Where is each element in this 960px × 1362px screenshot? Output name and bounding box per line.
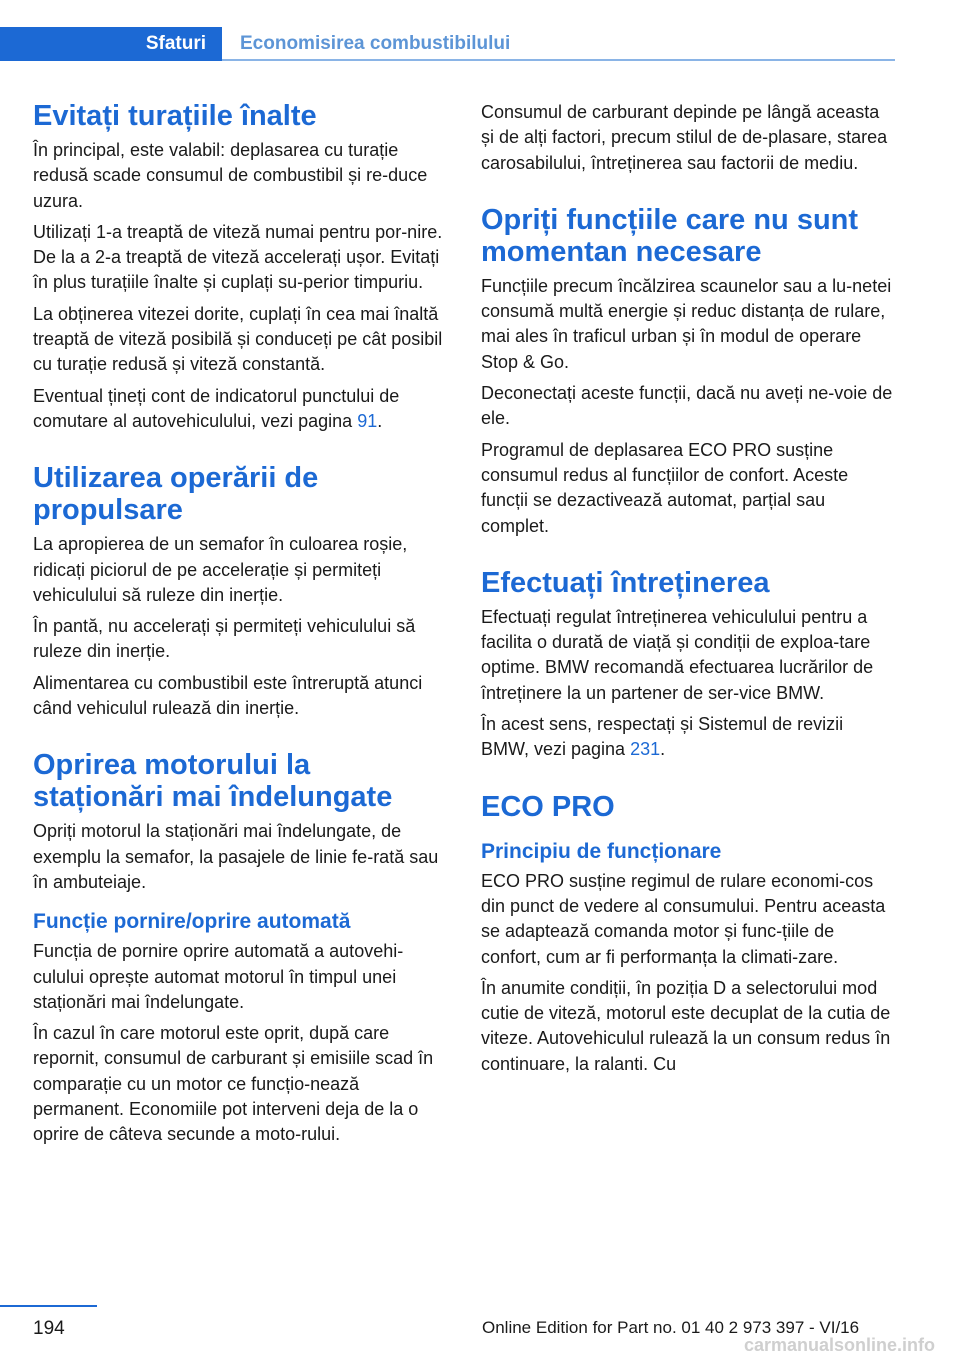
heading-engine-off: Oprirea motorului la staționări mai îndelungate	[33, 749, 393, 814]
heading-principle: Principiu de funcționare	[481, 839, 722, 863]
paragraph: Deconectați aceste funcții, dacă nu aveți ne‐voie de ele.	[481, 383, 893, 429]
paragraph: În anumite condiții, în poziția D a selectorului mod cutie de viteză, motorul este decuplat de la cutia de viteze. Autovehiculul rulează la un consum redus în continuare, la ralanti. Cu	[481, 977, 891, 1074]
paragraph-with-link	[481, 712, 896, 763]
paragraph: Programul de deplasarea ECO PRO susține consumul redus al funcțiilor de confort. Aceste funcții se dezactivează automat, parțial sau complet.	[481, 439, 849, 536]
paragraph: În pantă, nu accelerați și permiteți vehiculului să ruleze din inerție.	[33, 616, 416, 662]
heading-maintenance: Efectuați întreținerea	[481, 566, 770, 599]
paragraph: La apropierea de un semafor în culoarea roșie, ridicați piciorul de pe accelerație și permiteți vehiculului să ruleze din inerție.	[33, 534, 408, 605]
page-link-91[interactable]: 91	[357, 410, 378, 431]
heading-coasting: Utilizarea operării de propulsare	[33, 462, 319, 527]
page-link-231[interactable]: 231	[630, 739, 661, 760]
paragraph-text: Eventual țineți cont de indicatorul punctului de comutare al autovehiculului, vezi pagina	[33, 385, 400, 431]
paragraph: Utilizați 1-a treaptă de viteză numai pentru por‐nire. De la a 2-a treaptă de viteză accelerați ușor. Evitați în plus turațiile înalte și cuplați su‐perior timpuriu.	[33, 221, 443, 293]
header-rule	[222, 59, 895, 61]
page-header	[0, 27, 895, 61]
heading-eco-pro: ECO PRO	[481, 790, 615, 823]
paragraph: Alimentarea cu combustibil este întreruptă atunci când vehiculul rulează din inerție.	[33, 672, 423, 719]
right-column	[481, 100, 896, 1083]
heading-avoid-high-rpm: Evitați turațiile înalte	[33, 100, 317, 132]
left-column	[33, 100, 448, 1154]
paragraph: În principal, este valabil: deplasarea cu turație redusă scade consumul de combustibil și re‐duce uzura.	[33, 140, 428, 211]
paragraph: ECO PRO susține regimul de rulare economi‐cos din punct de vedere al consumului. Pentru aceasta se adaptează comanda motor și func‐țiile de confort, cum ar fi performanța la climati‐zare.	[481, 870, 886, 967]
paragraph: Efectuați regulat întreținerea vehiculului pentru a facilita o durată de viață și condiții de exploa‐tare optime. BMW recomandă efectuarea lucrărilor de întreținere la un partener de ser‐vice BMW.	[481, 606, 874, 703]
paragraph: Opriți motorul la staționări mai îndelungate, de exemplu la semafor, la pasajele de linie fe‐rată sau în ambuteiaje.	[33, 821, 439, 892]
paragraph: Funcția de pornire oprire automată a autovehi‐culului oprește automat motorul în timpul unei staționări mai îndelungate.	[33, 941, 404, 1012]
paragraph: În cazul în care motorul este oprit, după care repornit, consumul de carburant și emisiile scad în comparație cu un motor ce funcțio‐nează permanent. Economiile pot interveni deja de la o oprire de câteva secunde a moto‐rului.	[33, 1023, 434, 1145]
paragraph-with-link	[33, 384, 448, 435]
paragraph: Consumul de carburant depinde pe lângă aceasta și de alți factori, precum stilul de de‐plasare, starea carosabilului, întreținerea sau factorii de mediu.	[481, 102, 888, 173]
paragraph: La obținerea vitezei dorite, cuplați în cea mai înaltă treaptă de viteză posibilă și conduceți pe cât posibil cu turație redusă și viteză constantă.	[33, 303, 443, 375]
heading-auto-start-stop: Funcție pornire/oprire automată	[33, 910, 351, 934]
paragraph-text: În acest sens, respectați și Sistemul de revizii BMW, vezi pagina	[481, 714, 844, 760]
edition-note: Online Edition for Part no. 01 40 2 973 397 - VI/16	[482, 1318, 860, 1337]
paragraph: Funcțiile precum încălzirea scaunelor sau a lu‐netei consumă multă energie și reduc distanța de rulare, mai ales în traficul urban și în modul de operare Stop & Go.	[481, 275, 892, 372]
chapter-title: Economisirea combustibilului	[240, 33, 511, 54]
footer-rule	[0, 1305, 97, 1307]
section-tab: Sfaturi	[0, 27, 222, 61]
paragraph-end: .	[377, 410, 383, 431]
page-number: 194	[33, 1318, 65, 1339]
watermark: carmanualsonline.info	[744, 1335, 936, 1355]
heading-switch-off-functions: Opriți funcțiile care nu sunt momentan necesare	[481, 203, 859, 268]
paragraph-end: .	[660, 739, 666, 760]
